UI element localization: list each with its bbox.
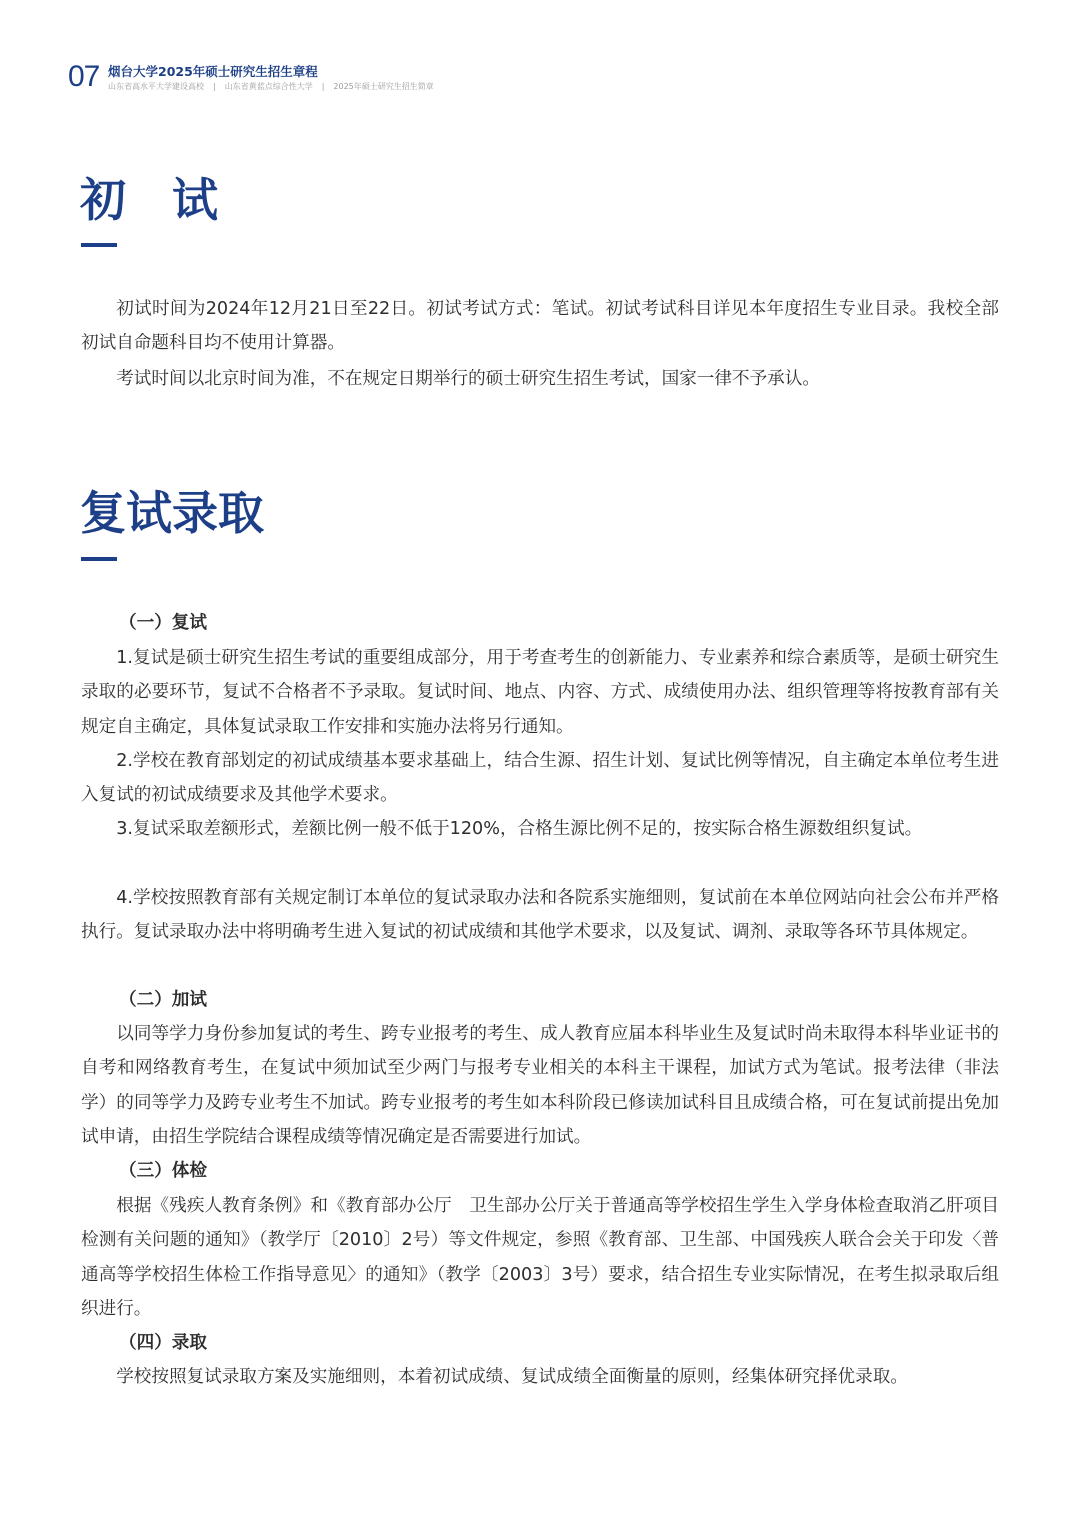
subsection-heading: （一）复试 <box>119 613 207 633</box>
header-subtitle-item: 山东省高水平大学建设高校 <box>108 82 204 91</box>
paragraph: 以同等学力身份参加复试的考生、跨专业报考的考生、成人教育应届本科毕业生及复试时尚未取得本科毕业证书的自考和网络教育考生，在复试中须加试至少两门与报考专业相关的本科主干课程，加试方式为笔试。报考法律（非法学）的同等学力及跨专业考生不加试。跨专业报考的考生如本科阶段已修读加试科目且成绩合格，可在复试前提出免加试申请，由招生学院结合课程成绩等情况确定是否需要进行加试。 <box>81 1024 999 1147</box>
page-number: 07 <box>68 60 100 93</box>
header-title: 烟台大学2025年硕士研究生招生章程 <box>108 64 318 79</box>
section-title-retest-admission: 复试录取 <box>80 486 264 540</box>
paragraph: 3.复试采取差额形式，差额比例一般不低于120%，合格生源比例不足的，按实际合格生源数组织复试。 <box>116 819 923 839</box>
subsection-heading: （四）录取 <box>119 1333 207 1353</box>
title-underline <box>81 557 117 561</box>
divider: | <box>321 82 325 91</box>
header-subtitle-item: 2025年硕士研究生招生简章 <box>333 82 434 91</box>
header-subtitle-item: 山东省黄蓝点综合性大学 <box>224 82 313 91</box>
paragraph: 根据《残疾人教育条例》和《教育部办公厅 卫生部办公厅关于普通高等学校招生学生入学身体检查取消乙肝项目检测有关问题的通知》（教学厅〔2010〕2号）等文件规定，参照《教育部、卫生部、中国残疾人联合会关于印发〈普通高等学校招生体检工作指导意见〉的通知》（教学〔2003〕3号）要求，结合招生专业实际情况，在考生拟录取后组织进行。 <box>81 1196 999 1319</box>
divider: | <box>213 82 216 91</box>
section-title-preliminary: 初 试 <box>80 173 218 227</box>
paragraph: 1.复试是硕士研究生招生考试的重要组成部分，用于考查考生的创新能力、专业素养和综合素质等，是硕士研究生录取的必要环节，复试不合格者不予录取。复试时间、地点、内容、方式、成绩使用办法、组织管理等将按教育部有关规定自主确定，具体复试录取工作安排和实施办法将另行通知。 <box>81 648 999 737</box>
title-underline <box>81 243 117 247</box>
paragraph: 初试时间为2024年12月21日至22日。初试考试方式：笔试。初试考试科目详见本年度招生专业目录。我校全部初试自命题科目均不使用计算器。 <box>81 299 999 354</box>
page-header <box>68 60 768 100</box>
paragraph: 2.学校在教育部划定的初试成绩基本要求基础上，结合生源、招生计划、复试比例等情况，自主确定本单位考生进入复试的初试成绩要求及其他学术要求。 <box>81 751 999 806</box>
paragraph: 学校按照复试录取方案及实施细则，本着初试成绩、复试成绩全面衡量的原则，经集体研究择优录取。 <box>116 1367 908 1387</box>
paragraph: 考试时间以北京时间为准，不在规定日期举行的硕士研究生招生考试，国家一律不予承认。 <box>116 369 820 389</box>
subsection-heading: （二）加试 <box>119 990 207 1010</box>
header-subtitle <box>108 82 434 92</box>
subsection-heading: （三）体检 <box>119 1161 207 1181</box>
paragraph: 4.学校按照教育部有关规定制订本单位的复试录取办法和各院系实施细则，复试前在本单位网站向社会公布并严格执行。复试录取办法中将明确考生进入复试的初试成绩和其他学术要求，以及复试、调剂、录取等各环节具体规定。 <box>81 888 999 943</box>
